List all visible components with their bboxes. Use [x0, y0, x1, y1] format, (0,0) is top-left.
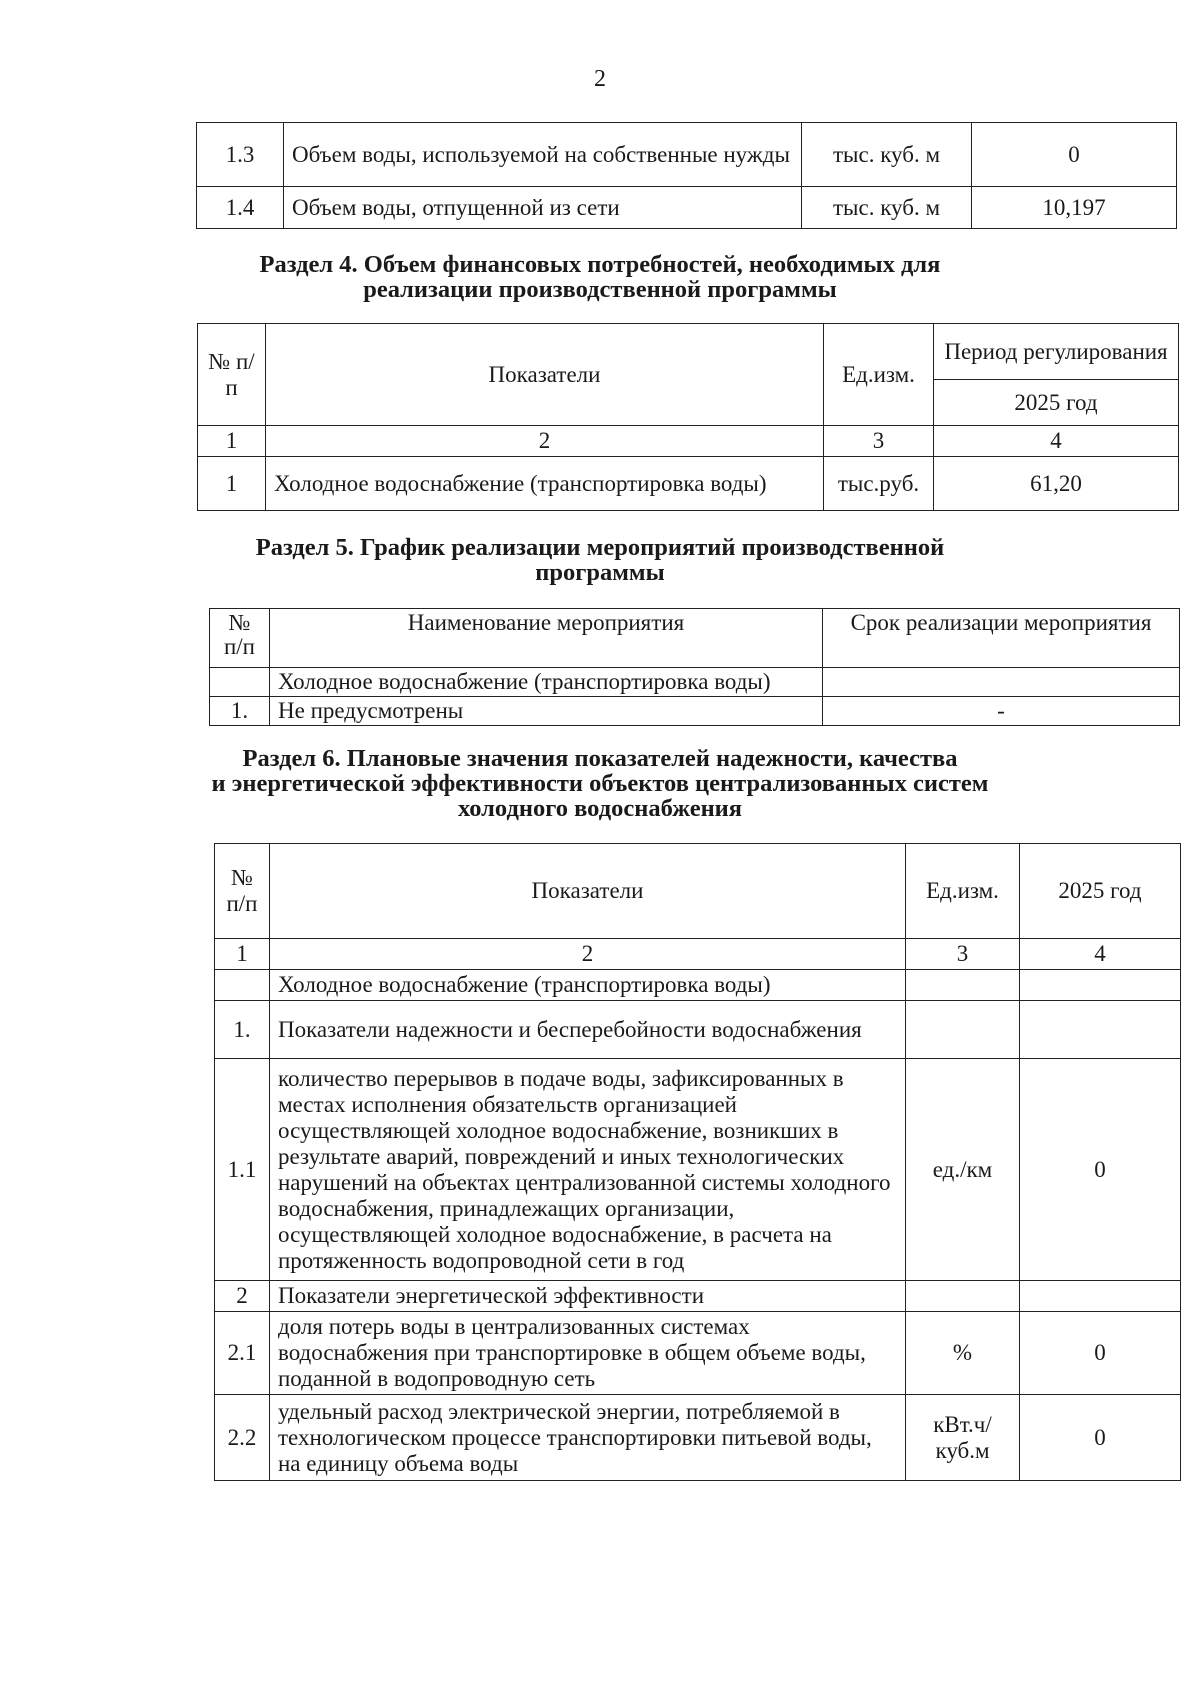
row-value: 61,20 — [934, 457, 1179, 511]
header-number: № п/п — [215, 844, 270, 939]
row-name: Показатели энергетической эффективности — [270, 1281, 906, 1312]
table-header-row — [198, 324, 1179, 380]
row-name: Не предусмотрены — [270, 697, 823, 726]
row-number: 1. — [210, 697, 270, 726]
row-unit: тыс.руб. — [824, 457, 934, 511]
row-unit: ед./км — [906, 1059, 1020, 1281]
column-number: 3 — [906, 939, 1020, 970]
section6-title-line: Раздел 6. Плановые значения показателей надежности, качества — [242, 745, 958, 772]
row-number: 2.1 — [215, 1312, 270, 1395]
row-value: 0 — [1020, 1312, 1181, 1395]
row-name: доля потерь воды в централизованных системах водоснабжения при транспортировке в общем объеме воды, поданной в водопроводную сеть — [270, 1312, 906, 1395]
header-unit: Ед.изм. — [824, 324, 934, 426]
section5-title — [0, 535, 1200, 585]
header-number: № п/п — [210, 609, 270, 668]
row-number: 1. — [215, 1001, 270, 1059]
row-unit: тыс. куб. м — [802, 187, 972, 229]
empty-cell — [210, 668, 270, 697]
section6-title-line: и энергетической эффективности объектов централизованных систем — [211, 770, 989, 797]
header-name: Показатели — [266, 324, 824, 426]
column-number: 3 — [824, 426, 934, 457]
row-number: 1 — [198, 457, 266, 511]
table-header-row — [215, 844, 1181, 939]
table-row — [215, 1312, 1181, 1395]
row-value: 10,197 — [972, 187, 1177, 229]
section4-title-line: реализации производственной программы — [363, 276, 837, 303]
table-row — [215, 1001, 1181, 1059]
header-number: № п/п — [198, 324, 266, 426]
header-unit: Ед.изм. — [906, 844, 1020, 939]
row-name: удельный расход электрической энергии, потребляемой в технологическом процессе транспортировки питьевой воды, на единицу объема воды — [270, 1395, 906, 1481]
row-value — [1020, 1281, 1181, 1312]
table-row — [215, 1059, 1181, 1281]
row-term: - — [823, 697, 1180, 726]
column-number: 4 — [1020, 939, 1181, 970]
table-row — [197, 187, 1177, 229]
row-name: Холодное водоснабжение (транспортировка воды) — [266, 457, 824, 511]
column-number: 4 — [934, 426, 1179, 457]
column-number-row — [215, 939, 1181, 970]
column-number: 2 — [266, 426, 824, 457]
header-name: Показатели — [270, 844, 906, 939]
row-number: 1.3 — [197, 123, 284, 187]
row-name: Объем воды, используемой на собственные нужды — [284, 123, 802, 187]
indicators-table — [214, 843, 1181, 1481]
header-period: Период регулирования — [934, 324, 1179, 380]
column-number: 1 — [198, 426, 266, 457]
row-number: 1.4 — [197, 187, 284, 229]
water-balance-table — [196, 122, 1177, 229]
empty-cell — [823, 668, 1180, 697]
table-header-row — [210, 609, 1180, 668]
table-row — [210, 697, 1180, 726]
section6-title-line: холодного водоснабжения — [457, 795, 743, 822]
group-row — [215, 970, 1181, 1001]
group-row — [210, 668, 1180, 697]
empty-cell — [215, 970, 270, 1001]
column-number: 2 — [270, 939, 906, 970]
schedule-table — [209, 608, 1180, 726]
column-number-row — [198, 426, 1179, 457]
header-term: Срок реализации мероприятия — [823, 609, 1180, 668]
row-unit: тыс. куб. м — [802, 123, 972, 187]
section6-title — [0, 746, 1200, 821]
table-row — [198, 457, 1179, 511]
empty-cell — [1020, 970, 1181, 1001]
table-row — [215, 1281, 1181, 1312]
row-unit: % — [906, 1312, 1020, 1395]
empty-cell — [906, 970, 1020, 1001]
row-name: количество перерывов в подаче воды, зафиксированных в местах исполнения обязательств организацией осуществляющей холодное водоснабжение, возникших в результате аварий, повреждений и иных технологических нарушений на объектах централизованной системы холодного водоснабжения, принадлежащих организации, осуществляющей холодное водоснабжение, в расчета на протяженность водопроводной сети в год — [270, 1059, 906, 1281]
row-value: 0 — [1020, 1395, 1181, 1481]
row-name: Показатели надежности и бесперебойности водоснабжения — [270, 1001, 906, 1059]
financial-needs-table — [197, 323, 1179, 511]
row-value: 0 — [1020, 1059, 1181, 1281]
header-year: 2025 год — [1020, 844, 1181, 939]
row-number: 1.1 — [215, 1059, 270, 1281]
section5-title-line: программы — [535, 559, 665, 586]
header-year: 2025 год — [934, 380, 1179, 426]
group-name: Холодное водоснабжение (транспортировка воды) — [270, 668, 823, 697]
section5-title-line: Раздел 5. График реализации мероприятий производственной — [255, 534, 945, 561]
row-unit: кВт.ч/куб.м — [906, 1395, 1020, 1481]
page-number: 2 — [594, 66, 606, 92]
row-number: 2.2 — [215, 1395, 270, 1481]
table-row — [215, 1395, 1181, 1481]
section4-title — [0, 252, 1200, 302]
row-value: 0 — [972, 123, 1177, 187]
column-number: 1 — [215, 939, 270, 970]
row-name: Объем воды, отпущенной из сети — [284, 187, 802, 229]
table-row — [197, 123, 1177, 187]
section4-title-line: Раздел 4. Объем финансовых потребностей, необходимых для — [259, 251, 941, 278]
header-name: Наименование мероприятия — [270, 609, 823, 668]
row-unit — [906, 1001, 1020, 1059]
row-value — [1020, 1001, 1181, 1059]
row-number: 2 — [215, 1281, 270, 1312]
row-unit — [906, 1281, 1020, 1312]
group-name: Холодное водоснабжение (транспортировка воды) — [270, 970, 906, 1001]
